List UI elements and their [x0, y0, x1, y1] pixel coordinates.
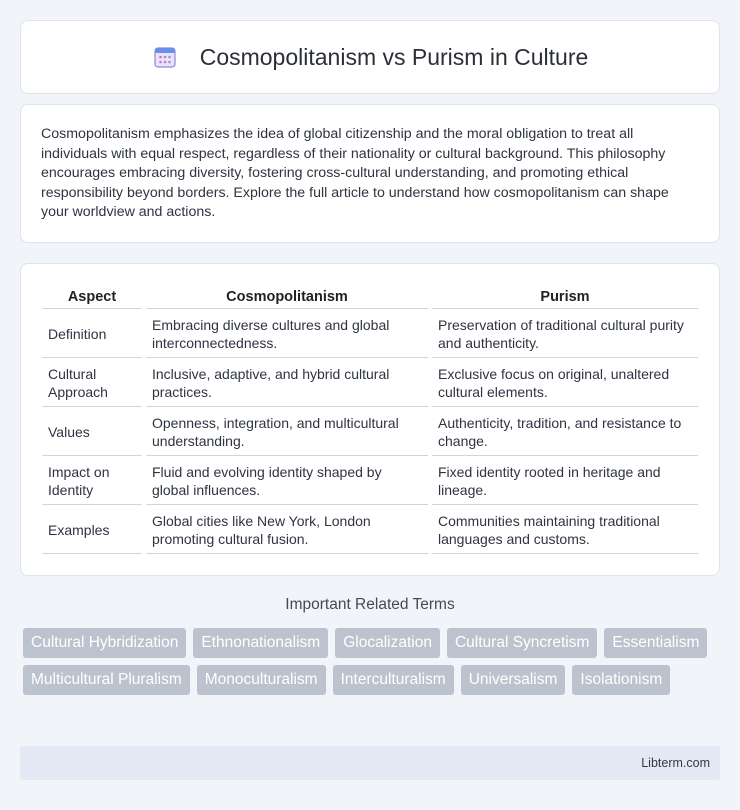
row-purism: Communities maintaining traditional languages and customs.	[432, 505, 698, 554]
related-terms-list	[23, 628, 723, 695]
row-aspect: Impact on Identity	[42, 456, 142, 505]
table-header-row	[42, 284, 698, 309]
header-aspect: Aspect	[42, 284, 142, 309]
term-tag[interactable]: Multicultural Pluralism	[23, 665, 190, 695]
term-tag[interactable]: Isolationism	[572, 665, 670, 695]
table-row	[42, 309, 698, 358]
term-tag[interactable]: Cultural Hybridization	[23, 628, 186, 658]
table-row	[42, 407, 698, 456]
calendar-grid-icon	[152, 44, 178, 70]
comparison-table-card	[20, 263, 720, 576]
row-cosmopolitanism: Global cities like New York, London promoting cultural fusion.	[146, 505, 428, 554]
row-aspect: Values	[42, 407, 142, 456]
footer-link[interactable]: Libterm.com	[641, 756, 710, 770]
term-tag[interactable]: Universalism	[461, 665, 566, 695]
header-card	[20, 20, 720, 94]
table-row	[42, 456, 698, 505]
intro-text: Cosmopolitanism emphasizes the idea of global citizenship and the moral obligation to treat all individuals with equal respect, regardless of their nationality or cultural background. This philosophy encourages embracing diversity, fostering cross-cultural understanding, and promoting ethical responsibility beyond borders. Explore the full article to understand how cosmopolitanism can shape your worldview and actions.	[41, 126, 669, 220]
table-row	[42, 358, 698, 407]
row-aspect: Examples	[42, 505, 142, 554]
page-title: Cosmopolitanism vs Purism in Culture	[199, 43, 589, 70]
intro-card	[20, 104, 720, 243]
row-aspect: Definition	[42, 309, 142, 358]
comparison-table	[38, 284, 702, 554]
row-cosmopolitanism: Openness, integration, and multicultural understanding.	[146, 407, 428, 456]
row-cosmopolitanism: Inclusive, adaptive, and hybrid cultural practices.	[146, 358, 428, 407]
row-purism: Fixed identity rooted in heritage and lineage.	[432, 456, 698, 505]
related-terms-title: Important Related Terms	[285, 596, 455, 613]
row-purism: Preservation of traditional cultural purity and authenticity.	[432, 309, 698, 358]
header-purism: Purism	[432, 284, 698, 309]
term-tag[interactable]: Monoculturalism	[197, 665, 326, 695]
footer	[20, 746, 720, 780]
row-purism: Exclusive focus on original, unaltered cultural elements.	[432, 358, 698, 407]
term-tag[interactable]: Interculturalism	[333, 665, 454, 695]
row-cosmopolitanism: Fluid and evolving identity shaped by global influences.	[146, 456, 428, 505]
term-tag[interactable]: Glocalization	[335, 628, 440, 658]
row-cosmopolitanism: Embracing diverse cultures and global interconnectedness.	[146, 309, 428, 358]
row-purism: Authenticity, tradition, and resistance to change.	[432, 407, 698, 456]
term-tag[interactable]: Ethnonationalism	[193, 628, 328, 658]
term-tag[interactable]: Essentialism	[604, 628, 707, 658]
table-row	[42, 505, 698, 554]
term-tag[interactable]: Cultural Syncretism	[447, 628, 597, 658]
header-cosmopolitanism: Cosmopolitanism	[146, 284, 428, 309]
row-aspect: Cultural Approach	[42, 358, 142, 407]
